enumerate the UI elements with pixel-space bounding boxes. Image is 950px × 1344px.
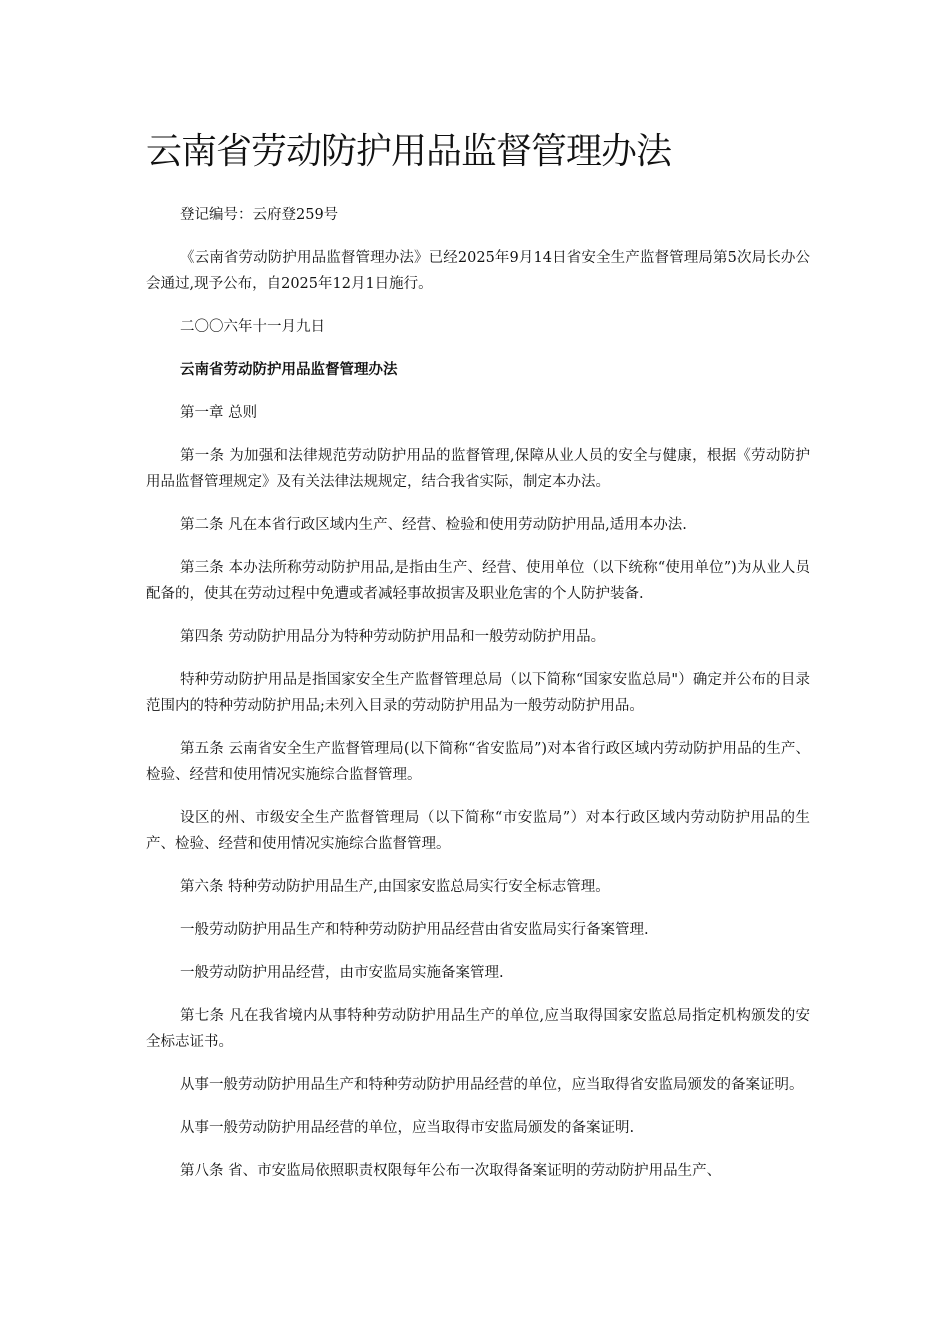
chapter-heading: 第一章 总则 [180,405,258,421]
article-7: 第七条 凡在我省境内从事特种劳动防护用品生产的单位,应当取得国家安监总局指定机构颁发的安全标志证书。 [146,1008,810,1050]
article-7-paragraph-1: 从事一般劳动防护用品生产和特种劳动防护用品经营的单位，应当取得省安监局颁发的备案证明。 [180,1077,804,1093]
article-5-paragraph: 设区的州、市级安全生产监督管理局（以下简称“市安监局”）对本行政区域内劳动防护用品的生产、检验、经营和使用情况实施综合监督管理。 [146,810,810,852]
document-title: 云南省劳动防护用品监督管理办法 [146,131,672,172]
article-2: 第二条 凡在本省行政区域内生产、经营、检验和使用劳动防护用品,适用本办法. [180,517,687,533]
publication-date: 二〇〇六年十一月九日 [180,319,325,335]
article-5: 第五条 云南省安全生产监督管理局(以下简称“省安监局”)对本省行政区域内劳动防护用品的生产、检验、经营和使用情况实施综合监督管理。 [146,741,810,783]
article-1: 第一条 为加强和法律规范劳动防护用品的监督管理,保障从业人员的安全与健康，根据《劳动防护用品监督管理规定》及有关法律法规规定，结合我省实际，制定本办法。 [146,448,810,490]
publication-notice: 《云南省劳动防护用品监督管理办法》已经2025年9月14日省安全生产监督管理局第5次局长办公会通过,现予公布，自2025年12月1日施行。 [146,250,810,292]
article-6: 第六条 特种劳动防护用品生产,由国家安监总局实行安全标志管理。 [180,879,610,895]
article-4: 第四条 劳动防护用品分为特种劳动防护用品和一般劳动防护用品。 [180,629,606,645]
registration-number: 登记编号：云府登259号 [180,207,339,223]
article-7-paragraph-2: 从事一般劳动防护用品经营的单位，应当取得市安监局颁发的备案证明. [180,1120,635,1136]
article-6-paragraph-1: 一般劳动防护用品生产和特种劳动防护用品经营由省安监局实行备案管理. [180,922,649,938]
document-body [146,202,810,1201]
article-4-paragraph: 特种劳动防护用品是指国家安全生产监督管理总局（以下简称“国家安监总局"）确定并公布的目录范围内的特种劳动防护用品;未列入目录的劳动防护用品为一般劳动防护用品。 [146,672,810,714]
section-heading: 云南省劳动防护用品监督管理办法 [180,362,398,378]
article-8: 第八条 省、市安监局依照职责权限每年公布一次取得备案证明的劳动防护用品生产、 [180,1163,722,1179]
article-6-paragraph-2: 一般劳动防护用品经营，由市安监局实施备案管理. [180,965,504,981]
article-3: 第三条 本办法所称劳动防护用品,是指由生产、经营、使用单位（以下统称“使用单位”)为从业人员配备的，使其在劳动过程中免遭或者减轻事故损害及职业危害的个人防护装备. [146,560,810,602]
